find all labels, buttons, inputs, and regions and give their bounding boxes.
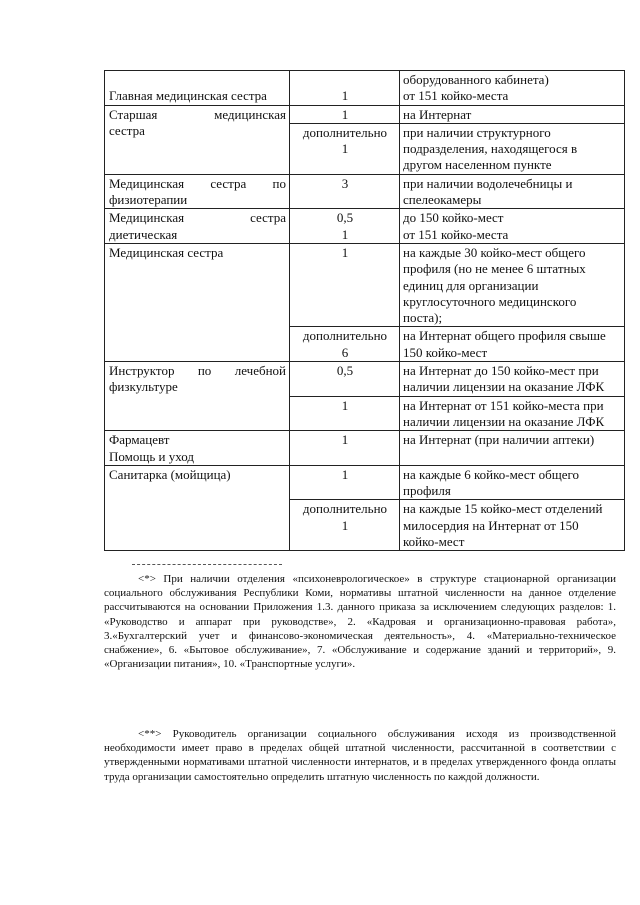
position-cell: Медицинская сестра диетическая [105,209,290,244]
table-row [105,105,625,123]
table-row [105,209,625,244]
quantity-cell: 1 [290,431,400,466]
condition-cell: на Интернат (при наличии аптеки) [400,431,625,466]
condition-cell: на каждые 6 койко-мест общего профиля [400,465,625,500]
staffing-norms-table [104,70,625,551]
quantity-cell: дополнительно 1 [290,123,400,174]
quantity-cell: дополнительно 1 [290,500,400,551]
condition-cell: при наличии водолечебницы и спелеокамеры [400,174,625,209]
condition-cell: до 150 койко-мест от 151 койко-места [400,209,625,244]
position-cell: Инструктор по лечебной физкультуре [105,362,290,431]
table-row [105,362,625,397]
position-cell: Медицинская сестра по физиотерапии [105,174,290,209]
condition-cell: при наличии структурного подразделения, находящегося в другом населенном пункте [400,123,625,174]
quantity-cell: 3 [290,174,400,209]
condition-cell: оборудованного кабинета) от 151 койко-места [400,71,625,106]
quantity-cell: 1 [290,465,400,500]
footnote-divider [132,564,282,565]
table-row [105,71,625,106]
table-row [105,431,625,466]
condition-cell: на каждые 30 койко-мест общего профиля (но не менее 6 штатных единиц для организации круглосуточного медицинского поста); [400,243,625,326]
condition-cell: на Интернат [400,105,625,123]
quantity-cell: 1 [290,105,400,123]
quantity-cell: 0,5 1 [290,209,400,244]
position-cell: Медицинская сестра [105,243,290,361]
condition-cell: на Интернат общего профиля свыше 150 койко-мест [400,327,625,362]
footnote-single-asterisk: <*> При наличии отделения «психоневрологическое» в структуре стационарной организации социального обслуживания Республики Коми, нормативы штатной численности на данное отделение рассчитываются на основании Приложения 1.3. данного приказа за исключением следующих разделов: 1. «Руководство и аппарат при руководстве», 2. «Кадровая и организационно-правовая работа», 3.«Бухгалтерский учет и финансово-экономическая деятельность», 4. «Материально-техническое снабжение», 6. «Бытовое обслуживание», 7. «Обслуживание и содержание зданий и территорий», 9. «Организации питания», 10. «Транспортные услуги». [104,573,616,671]
table-row [105,465,625,500]
table-row [105,174,625,209]
footnote-double-asterisk: <**> Руководитель организации социального обслуживания исходя из производственной необходимости имеет право в пределах общей штатной численности, рассчитанной в соответствии с утвержденными нормативами штатной численности интернатов, и в пределах утвержденного фонда оплаты труда организации самостоятельно определить штатную численность по каждой должности. [104,728,616,783]
section-heading: Помощь и уход [109,448,195,464]
position-cell: Санитарка (мойщица) [105,465,290,550]
quantity-cell: 1 [290,71,400,106]
condition-cell: на каждые 15 койко-мест отделений милосердия на Интернат от 150 койко-мест [400,500,625,551]
quantity-cell: дополнительно 6 [290,327,400,362]
position-cell: Старшая медицинская сестра [105,105,290,174]
position-cell: Фармацевт Помощь и уход [105,431,290,466]
position-cell: Главная медицинская сестра [105,71,290,106]
condition-cell: на Интернат от 151 койко-места при наличии лицензии на оказание ЛФК [400,396,625,431]
quantity-cell: 1 [290,396,400,431]
quantity-cell: 0,5 [290,362,400,397]
quantity-cell: 1 [290,243,400,326]
condition-cell: на Интернат до 150 койко-мест при наличии лицензии на оказание ЛФК [400,362,625,397]
table-row [105,243,625,326]
